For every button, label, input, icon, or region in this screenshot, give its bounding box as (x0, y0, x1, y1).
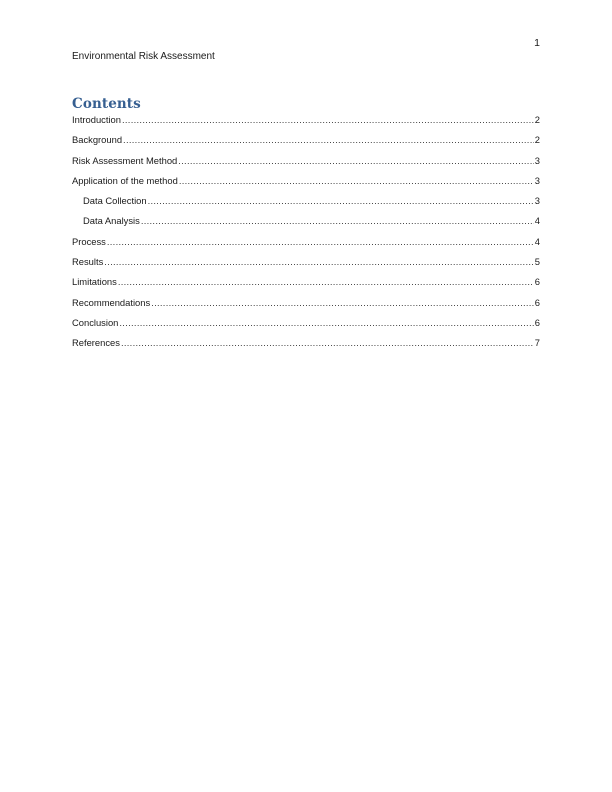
toc-entry-label: References (72, 337, 120, 349)
toc-entry-risk-assessment-method[interactable] (72, 154, 540, 174)
dot-leader (178, 154, 534, 168)
toc-entry-page: 4 (534, 215, 540, 227)
toc-entry-application-of-the-method[interactable] (72, 174, 540, 194)
toc-entry-page: 2 (534, 114, 540, 125)
toc-entry-results[interactable] (72, 255, 540, 275)
toc-entry-label: Introduction (72, 114, 121, 125)
table-of-contents (72, 113, 540, 357)
toc-heading: Contents (72, 96, 141, 112)
dot-leader (148, 194, 534, 208)
toc-entry-label: Conclusion (72, 316, 119, 328)
toc-entry-label: Results (72, 256, 104, 268)
toc-entry-label: Risk Assessment Method (72, 154, 178, 166)
dot-leader (123, 133, 534, 147)
toc-entry-page: 5 (534, 256, 540, 268)
toc-entry-page: 3 (534, 154, 540, 166)
dot-leader (119, 316, 533, 330)
toc-entry-background[interactable] (72, 133, 540, 153)
toc-entry-label: Process (72, 235, 106, 247)
toc-entry-data-collection[interactable] (72, 194, 540, 214)
toc-entry-label: Recommendations (72, 296, 151, 308)
toc-entry-page: 6 (534, 316, 540, 328)
toc-entry-page: 7 (534, 337, 540, 349)
toc-entry-label: Application of the method (72, 174, 178, 186)
toc-entry-introduction[interactable] (72, 113, 540, 133)
dot-leader (104, 255, 534, 269)
toc-entry-label: Background (72, 134, 123, 146)
running-head: Environmental Risk Assessment (72, 51, 215, 62)
dot-leader (151, 296, 534, 310)
toc-entry-label: Data Analysis (83, 215, 140, 227)
toc-entry-limitations[interactable] (72, 275, 540, 295)
toc-entry-recommendations[interactable] (72, 296, 540, 316)
toc-entry-references[interactable] (72, 336, 540, 356)
dot-leader (141, 214, 534, 228)
toc-entry-page: 3 (534, 195, 540, 207)
toc-entry-label: Limitations (72, 276, 117, 288)
dot-leader (122, 113, 534, 127)
toc-entry-page: 2 (534, 134, 540, 146)
toc-entry-conclusion[interactable] (72, 316, 540, 336)
page-number: 1 (534, 37, 540, 49)
toc-entry-page: 4 (534, 235, 540, 247)
dot-leader (107, 235, 534, 249)
toc-entry-page: 3 (534, 174, 540, 186)
toc-entry-label: Data Collection (83, 195, 147, 207)
toc-entry-page: 6 (534, 296, 540, 308)
toc-entry-process[interactable] (72, 235, 540, 255)
dot-leader (179, 174, 534, 188)
dot-leader (118, 275, 534, 289)
dot-leader (121, 336, 534, 350)
toc-entry-page: 6 (534, 276, 540, 288)
toc-entry-data-analysis[interactable] (72, 214, 540, 234)
